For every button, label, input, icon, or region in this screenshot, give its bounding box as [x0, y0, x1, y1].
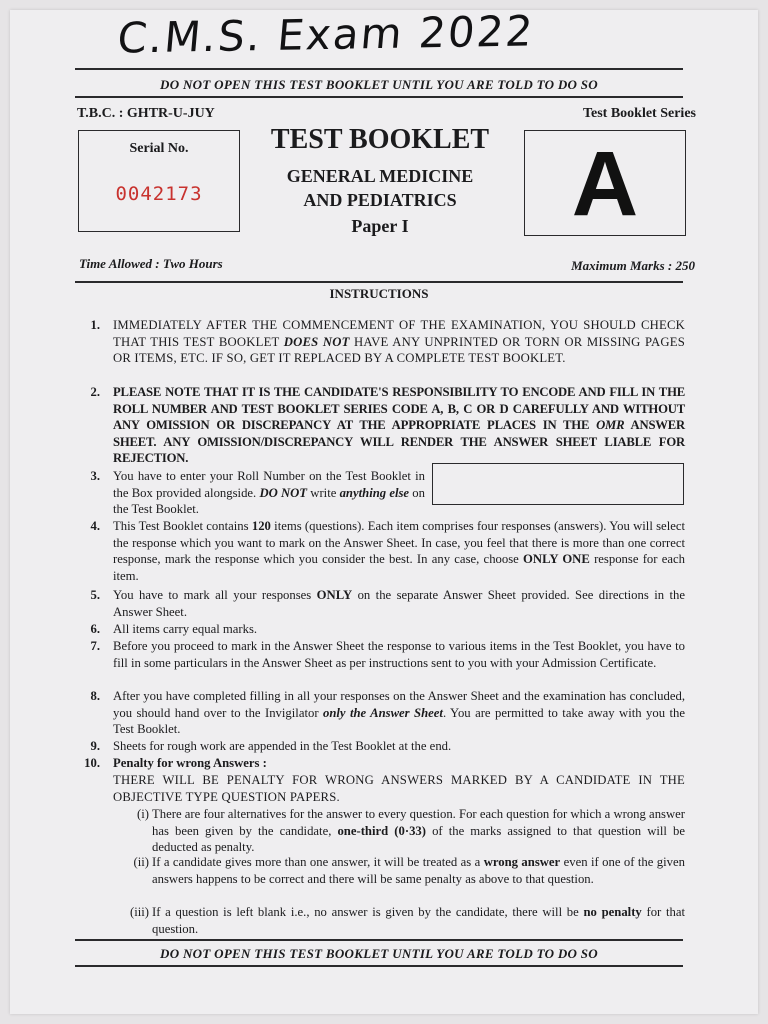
- top-rule-upper: [75, 68, 683, 70]
- instruction-1-number: 1.: [90, 318, 100, 332]
- tbc-code: T.B.C. : GHTR-U-JUY: [77, 106, 215, 121]
- penalty-heading: Penalty for wrong Answers :: [113, 756, 267, 770]
- banner-bottom: DO NOT OPEN THIS TEST BOOKLET UNTIL YOU ARE TOLD TO DO SO: [160, 946, 598, 961]
- instruction-6-number: 6.: [90, 622, 100, 636]
- time-allowed: Time Allowed : Two Hours: [79, 256, 223, 271]
- instruction-4-number: 4.: [90, 519, 100, 533]
- bottom-rule-lower: [75, 965, 683, 967]
- subject-line-1: GENERAL MEDICINE: [286, 166, 474, 186]
- serial-label: Serial No.: [129, 141, 189, 156]
- instruction-9: Sheets for rough work are appended in the Test Booklet at the end.: [113, 739, 452, 753]
- instructions-heading: INSTRUCTIONS: [329, 286, 429, 301]
- header-bottom-rule: [75, 281, 683, 283]
- serial-number-box: [78, 130, 240, 232]
- penalty-notice: THERE WILL BE PENALTY FOR WRONG ANSWERS MARKED BY A CANDIDATE IN THE OBJECTIVE TYPE QUESTION PAPERS.: [113, 773, 685, 804]
- instruction-3: You have to enter your Roll Number on the Test Booklet in the Box provided alongside. DO NOT write anything else on the Test Booklet.: [113, 469, 425, 516]
- series-label: Test Booklet Series: [582, 106, 696, 121]
- serial-number: 0042173: [115, 183, 203, 205]
- instruction-8: After you have completed filling in all your responses on the Answer Sheet and the examination has concluded, you should hand over to the Invigilator only the Answer Sheet. You are permitted to take away with you the Test Booklet.: [113, 689, 685, 736]
- instruction-4: This Test Booklet contains 120 items (questions). Each item comprises four responses (answers). You will select the response which you want to mark on the Answer Sheet. In case, you feel that there is more than one correct response, mark the response which you consider the best. In any case, choose ONLY ONE response for each item.: [113, 519, 686, 583]
- title-block: [255, 124, 505, 238]
- penalty-rule-1: There are four alternatives for the answer to every question. For each question for which a wrong answer has been given by the candidate, one-third (0·33) of the marks assigned to that question will be deducted as penalty.: [152, 807, 686, 854]
- instruction-8-number: 8.: [90, 689, 100, 703]
- instruction-3-number: 3.: [90, 469, 100, 483]
- bottom-rule-upper: [75, 939, 683, 941]
- instruction-7: Before you proceed to mark in the Answer Sheet the response to various items in the Test Booklet, you have to fill in some particulars in the Answer Sheet as per instructions sent to you with your Admission Certificate.: [113, 639, 685, 670]
- handwritten-exam-title: C.M.S. Exam 2022: [115, 6, 537, 63]
- roll-number-box[interactable]: [432, 463, 684, 505]
- instruction-7-number: 7.: [90, 639, 100, 653]
- instruction-2-number: 2.: [90, 385, 100, 399]
- instruction-2: PLEASE NOTE THAT IT IS THE CANDIDATE'S RESPONSIBILITY TO ENCODE AND FILL IN THE ROLL NUMBER AND TEST BOOKLET SERIES CODE A, B, C OR D CAREFULLY AND WITHOUT ANY OMISSION OR DISCREPANCY AT THE APPROPRIATE PLACES IN THE OMR ANSWER SHEET. ANY OMISSION/DISCREPANCY WILL RENDER THE ANSWER SHEET LIABLE FOR REJECTION.: [113, 385, 686, 465]
- penalty-rule-2-number: (ii): [133, 855, 149, 869]
- penalty-rule-2: If a candidate gives more than one answer, it will be treated as a wrong answer even if one of the given answers happens to be correct and there will be same penalty as above to that question.: [152, 855, 685, 886]
- instruction-9-number: 9.: [90, 739, 100, 753]
- maximum-marks: Maximum Marks : 250: [571, 258, 695, 273]
- instruction-10-number: 10.: [84, 756, 100, 770]
- instruction-5: You have to mark all your responses ONLY on the separate Answer Sheet provided. See directions in the Answer Sheet.: [113, 588, 685, 619]
- instruction-1: IMMEDIATELY AFTER THE COMMENCEMENT OF THE EXAMINATION, YOU SHOULD CHECK THAT THIS TEST BOOKLET DOES NOT HAVE ANY UNPRINTED OR TORN OR MISSING PAGES OR ITEMS, ETC. IF SO, GET IT REPLACED BY A COMPLETE TEST BOOKLET.: [113, 318, 685, 365]
- subject-title: [255, 164, 505, 212]
- instruction-5-number: 5.: [90, 588, 100, 602]
- banner-top: DO NOT OPEN THIS TEST BOOKLET UNTIL YOU ARE TOLD TO DO SO: [160, 77, 598, 92]
- penalty-rule-3-number: (iii): [129, 905, 149, 919]
- top-rule-lower: [75, 96, 683, 98]
- booklet-title: TEST BOOKLET: [270, 124, 490, 155]
- paper-number: Paper I: [351, 216, 409, 236]
- penalty-rule-1-number: (i): [137, 807, 149, 821]
- instruction-6: All items carry equal marks.: [113, 622, 258, 636]
- subject-line-2: AND PEDIATRICS: [303, 190, 457, 210]
- series-box: [524, 130, 686, 236]
- series-letter: A: [571, 133, 639, 235]
- penalty-rule-3: If a question is left blank i.e., no answer is given by the candidate, there will be no penalty for that question.: [152, 905, 685, 936]
